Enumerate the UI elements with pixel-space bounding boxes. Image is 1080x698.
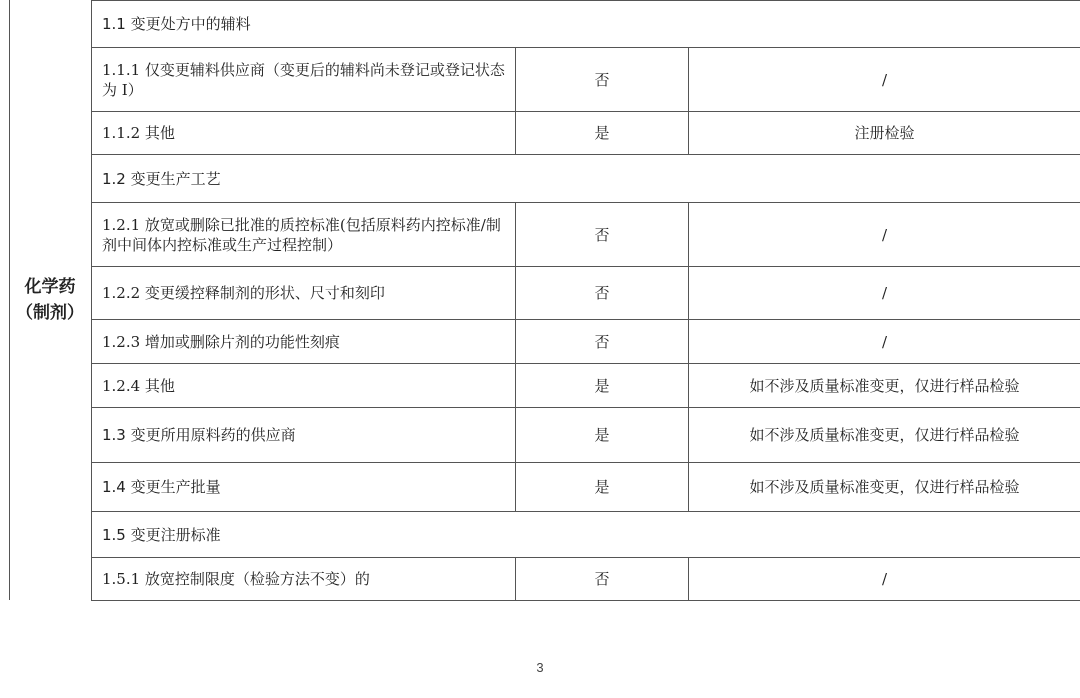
inspection-required: 是 [516, 408, 689, 463]
section-row [92, 155, 1080, 203]
inspection-required: 是 [516, 463, 689, 512]
item-text: 1.2.3 增加或删除片剂的功能性刻痕 [92, 320, 516, 364]
item-text: 1.1.2 其他 [92, 112, 516, 155]
section-heading: 1.1 变更处方中的辅料 [92, 1, 1080, 48]
inspection-required: 是 [516, 364, 689, 408]
inspection-note: / [689, 267, 1080, 320]
section-row [92, 1, 1080, 48]
section-heading: 1.2 变更生产工艺 [92, 155, 1080, 203]
change-table [91, 0, 1080, 601]
table-row [92, 320, 1080, 364]
section-heading: 1.5 变更注册标准 [92, 512, 1080, 558]
category-column [9, 0, 91, 600]
table-row [92, 408, 1080, 463]
table-row [92, 463, 1080, 512]
inspection-note: 注册检验 [689, 112, 1080, 155]
inspection-note: / [689, 48, 1080, 112]
page-number: 3 [536, 660, 544, 675]
section-row [92, 512, 1080, 558]
item-text: 1.2.1 放宽或删除已批准的质控标准(包括原料药内控标准/制剂中间体内控标准或生产过程控制） [92, 203, 516, 267]
item-text: 1.1.1 仅变更辅料供应商（变更后的辅料尚未登记或登记状态为 I） [92, 48, 516, 112]
item-text: 1.4 变更生产批量 [92, 463, 516, 512]
category-line-2: （制剂） [16, 303, 84, 323]
category-line-1: 化学药 [24, 277, 76, 297]
inspection-required: 否 [516, 320, 689, 364]
inspection-required: 是 [516, 112, 689, 155]
inspection-required: 否 [516, 48, 689, 112]
inspection-required: 否 [516, 267, 689, 320]
item-text: 1.5.1 放宽控制限度（检验方法不变）的 [92, 558, 516, 601]
table-row [92, 558, 1080, 601]
inspection-required: 否 [516, 558, 689, 601]
table-row [92, 48, 1080, 112]
inspection-note: 如不涉及质量标准变更，仅进行样品检验 [689, 463, 1080, 512]
category-label [9, 274, 91, 326]
inspection-note: / [689, 320, 1080, 364]
table-row [92, 267, 1080, 320]
inspection-note: 如不涉及质量标准变更，仅进行样品检验 [689, 408, 1080, 463]
inspection-note: 如不涉及质量标准变更，仅进行样品检验 [689, 364, 1080, 408]
item-text: 1.2.4 其他 [92, 364, 516, 408]
table-row [92, 203, 1080, 267]
inspection-required: 否 [516, 203, 689, 267]
table-row [92, 364, 1080, 408]
inspection-note: / [689, 558, 1080, 601]
inspection-note: / [689, 203, 1080, 267]
item-text: 1.3 变更所用原料药的供应商 [92, 408, 516, 463]
item-text: 1.2.2 变更缓控释制剂的形状、尺寸和刻印 [92, 267, 516, 320]
table-row [92, 112, 1080, 155]
